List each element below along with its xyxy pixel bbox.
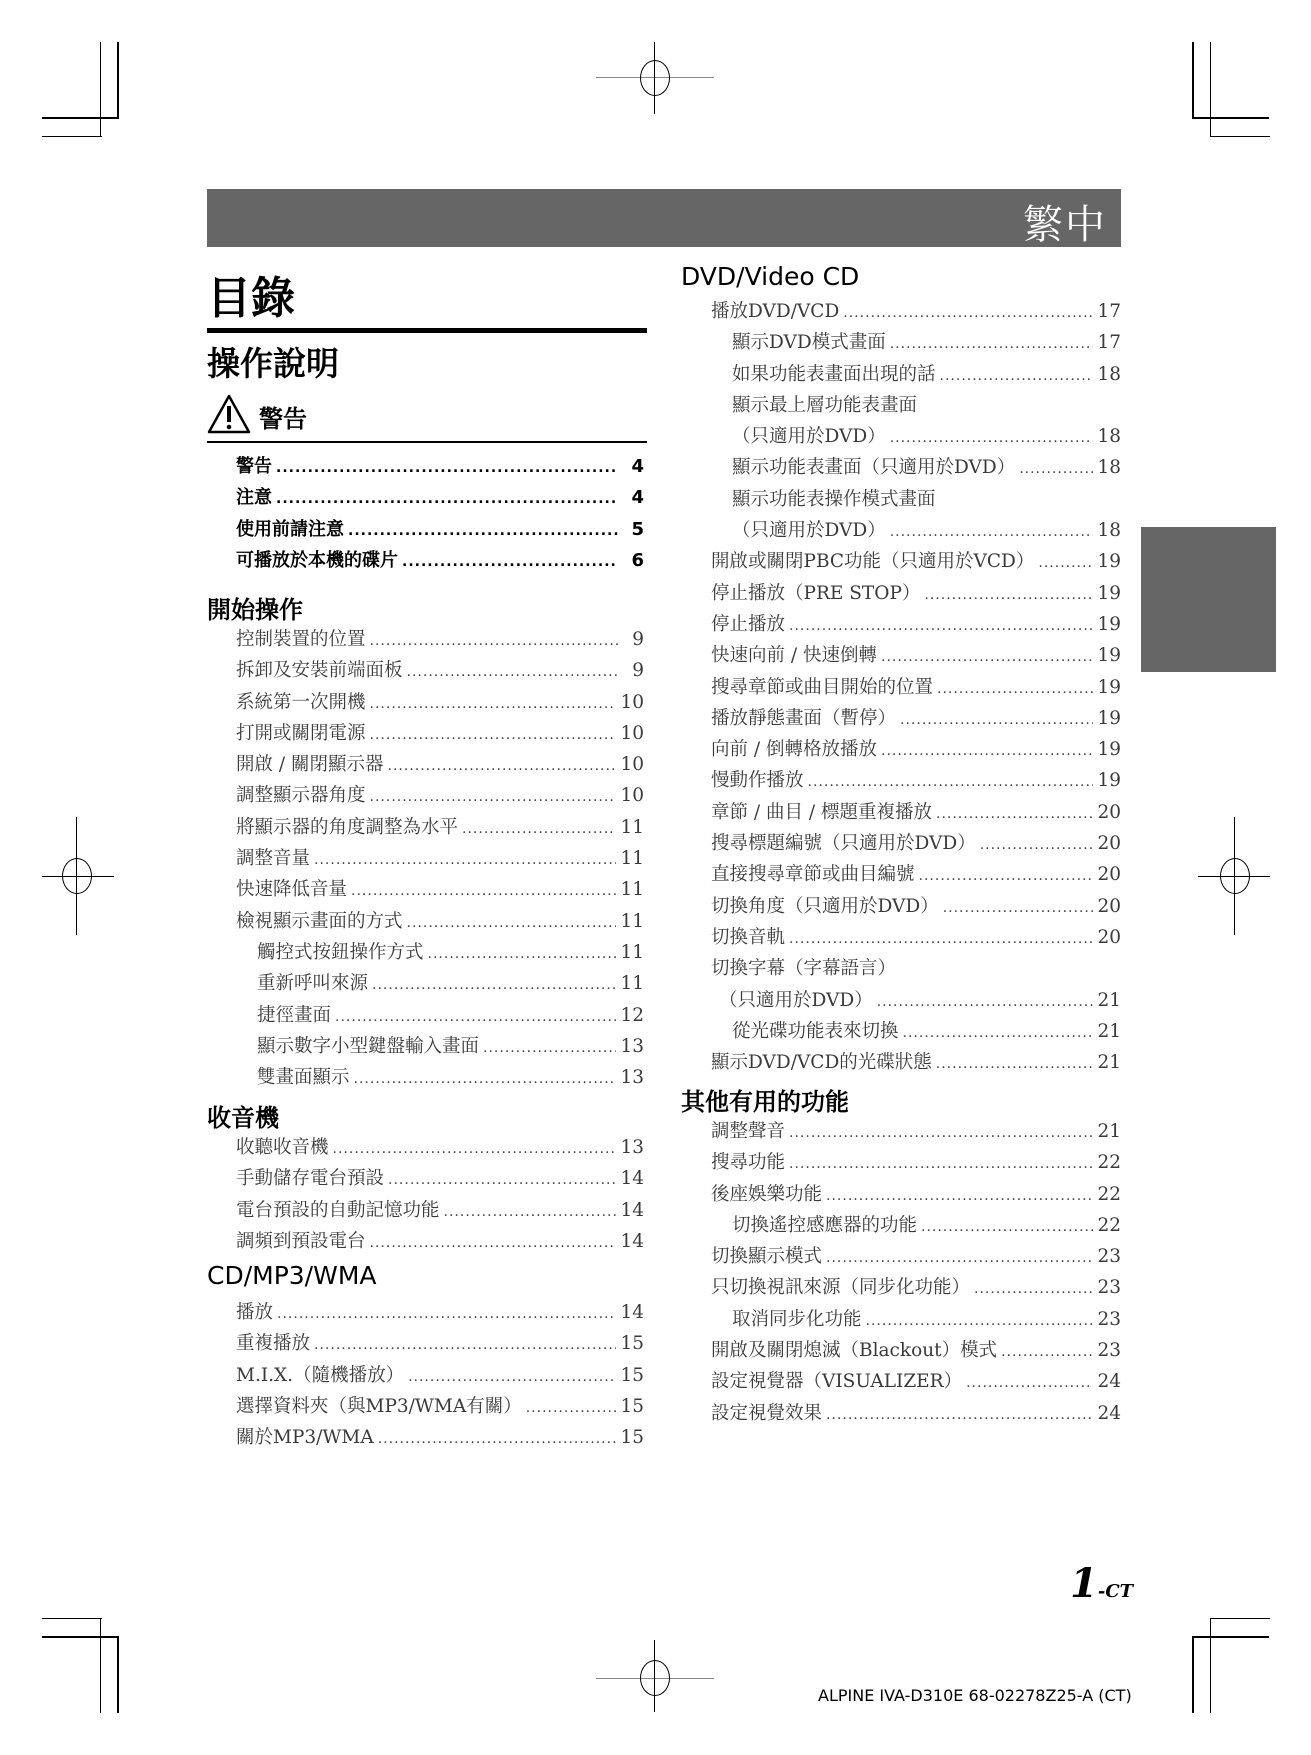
dot-leader <box>826 1250 1093 1266</box>
toc-entry-page: 24 <box>1097 1402 1121 1424</box>
toc-entry-title: 重新呼叫來源 <box>257 973 369 995</box>
dot-leader <box>428 946 617 962</box>
toc-entry-title: 停止播放（PRE STOP） <box>711 582 921 604</box>
toc-entry-page: 22 <box>1097 1183 1121 1205</box>
toc-entry[interactable] <box>236 719 644 750</box>
toc-entry-title: 可播放於本機的碟片 <box>236 549 398 571</box>
toc-entry-title: 調整顯示器角度 <box>236 785 366 807</box>
dot-leader <box>408 1369 616 1385</box>
toc-entry-page: 20 <box>1097 864 1121 886</box>
section-entries <box>711 1117 1121 1430</box>
toc-entry-page: 14 <box>620 1230 644 1252</box>
toc-entry[interactable] <box>711 704 1121 735</box>
toc-entry-page: 14 <box>620 1302 644 1323</box>
toc-entry[interactable] <box>236 546 644 577</box>
toc-entry[interactable] <box>711 391 1121 422</box>
dot-leader <box>333 1141 617 1157</box>
toc-entry-title: 開啟及關閉熄滅（Blackout）模式 <box>711 1340 998 1362</box>
toc-entry[interactable] <box>236 1329 644 1360</box>
toc-entry-title: 調整音量 <box>236 848 311 870</box>
toc-entry[interactable] <box>236 1164 644 1195</box>
section-heading: 收音機 <box>207 1104 279 1132</box>
toc-entry-title: 從光碟功能表來切換 <box>732 1020 899 1042</box>
language-label: 繁中 <box>1023 202 1107 248</box>
toc-entry[interactable] <box>711 1048 1121 1079</box>
toc-entry-title: 設定視覺效果 <box>711 1402 823 1424</box>
dot-leader <box>370 727 617 743</box>
toc-entry-page: 21 <box>1097 1052 1121 1074</box>
toc-entry-page: 17 <box>1097 301 1121 322</box>
toc-entry-page: 23 <box>1097 1308 1121 1330</box>
toc-entry-page: 18 <box>1097 457 1121 479</box>
dot-leader <box>314 852 616 868</box>
toc-entry-page: 22 <box>1097 1214 1121 1236</box>
toc-entry-page: 23 <box>1097 1246 1121 1268</box>
toc-entry[interactable] <box>236 656 644 687</box>
toc-entry-page: 15 <box>620 1395 644 1417</box>
toc-entry[interactable] <box>711 1367 1121 1398</box>
toc-entry-page: 11 <box>620 941 644 963</box>
toc-entry[interactable] <box>711 735 1121 766</box>
toc-entry-title: （只適用於DVD） <box>732 520 886 542</box>
toc-entry[interactable] <box>711 1273 1121 1304</box>
toc-entry-title: 切換字幕（字幕語言） <box>711 958 897 980</box>
toc-entry[interactable] <box>711 1305 1121 1336</box>
dot-leader <box>388 1172 616 1188</box>
toc-entry-page: 18 <box>1097 363 1121 385</box>
toc-entry[interactable] <box>711 1336 1121 1367</box>
section-side-tab <box>1141 527 1276 672</box>
page-title: 目錄 <box>207 273 295 324</box>
toc-entry-page: 23 <box>1097 1340 1121 1362</box>
dot-leader <box>881 649 1093 665</box>
toc-entry[interactable] <box>711 923 1121 954</box>
toc-entry-title: 取消同步化功能 <box>732 1308 862 1330</box>
toc-entry[interactable] <box>236 515 644 546</box>
toc-entry[interactable] <box>711 547 1121 578</box>
toc-entry-page: 19 <box>1097 676 1121 698</box>
section-entries <box>236 625 644 1094</box>
dot-leader <box>407 915 617 931</box>
toc-entry-title: 開啟 / 關閉顯示器 <box>236 754 384 776</box>
toc-entry-page: 13 <box>620 1067 644 1089</box>
toc-entry[interactable] <box>236 1196 644 1227</box>
toc-entry[interactable] <box>711 954 1121 985</box>
toc-entry-page: 10 <box>620 785 644 807</box>
toc-entry[interactable] <box>236 452 644 483</box>
toc-entry[interactable] <box>236 750 644 781</box>
title-divider <box>207 328 647 333</box>
dot-leader <box>276 491 618 507</box>
dot-leader <box>903 1025 1094 1041</box>
toc-entry[interactable] <box>711 986 1121 1017</box>
toc-entry-title: 電台預設的自動記憶功能 <box>236 1199 440 1221</box>
toc-entry-page: 13 <box>620 1035 644 1057</box>
toc-entry-title: 使用前請注意 <box>236 518 344 540</box>
toc-entry-page: 4 <box>631 487 644 509</box>
toc-entry-page: 20 <box>1097 926 1121 948</box>
page-number-suffix: -CT <box>1097 1581 1134 1602</box>
toc-entry-page: 21 <box>1097 989 1121 1011</box>
dot-leader <box>808 774 1094 790</box>
toc-entry[interactable] <box>711 360 1121 391</box>
toc-entry[interactable] <box>711 579 1121 610</box>
dot-leader <box>335 1009 616 1025</box>
toc-entry-page: 15 <box>620 1427 644 1449</box>
toc-entry[interactable] <box>711 641 1121 672</box>
section-heading: 開始操作 <box>207 596 303 624</box>
toc-entry[interactable] <box>711 516 1121 547</box>
dot-leader <box>921 1219 1093 1235</box>
dot-leader <box>826 1407 1093 1423</box>
section-entries <box>236 1298 644 1454</box>
toc-entry[interactable] <box>236 1392 644 1423</box>
toc-entry-title: 調整聲音 <box>711 1121 786 1142</box>
dot-leader <box>314 1337 616 1353</box>
toc-entry-title: 切換音軌 <box>711 926 786 948</box>
dot-leader <box>1019 461 1093 477</box>
dot-leader <box>924 587 1093 603</box>
toc-entry-page: 19 <box>1097 551 1121 573</box>
dot-leader <box>348 523 618 539</box>
toc-entry-title: 開啟或關閉PBC功能（只適用於VCD） <box>711 551 1035 573</box>
toc-entry[interactable] <box>711 1117 1121 1148</box>
toc-entry-title: 顯示功能表畫面（只適用於DVD） <box>732 457 1016 479</box>
toc-entry-page: 10 <box>620 722 644 744</box>
toc-entry-title: 播放DVD/VCD <box>711 301 840 322</box>
toc-entry-title: 檢視顯示畫面的方式 <box>236 910 403 932</box>
warning-divider <box>207 441 647 443</box>
toc-entry[interactable] <box>236 1063 644 1094</box>
toc-entry[interactable] <box>711 422 1121 453</box>
toc-entry[interactable] <box>711 798 1121 829</box>
dot-leader <box>826 1188 1093 1204</box>
toc-entry[interactable] <box>236 1032 644 1063</box>
toc-entry-page: 20 <box>1097 801 1121 823</box>
toc-entry-title: M.I.X.（隨機播放） <box>236 1364 405 1386</box>
toc-entry-title: 將顯示器的角度調整為水平 <box>236 816 459 838</box>
toc-entry-title: 搜尋章節或曲目開始的位置 <box>711 676 934 698</box>
dot-leader <box>919 868 1094 884</box>
toc-entry-title: 顯示數字小型鍵盤輸入畫面 <box>257 1035 480 1057</box>
toc-entry-title: 慢動作播放 <box>711 770 804 792</box>
toc-entry-title: 警告 <box>236 456 272 477</box>
toc-entry-page: 20 <box>1097 895 1121 917</box>
toc-entry[interactable] <box>236 844 644 875</box>
dot-leader <box>354 1071 617 1087</box>
language-header-band <box>207 189 1121 247</box>
toc-entry-page: 24 <box>1097 1371 1121 1393</box>
toc-entry-title: 向前 / 倒轉格放播放 <box>711 739 877 761</box>
dot-leader <box>789 1125 1093 1141</box>
dot-leader <box>407 664 618 680</box>
toc-entry-page: 11 <box>620 973 644 995</box>
toc-entry-title: 顯示DVD/VCD的光碟狀態 <box>711 1052 932 1074</box>
toc-entry-title: 搜尋標題編號（只適用於DVD） <box>711 833 976 855</box>
toc-entry[interactable] <box>711 829 1121 860</box>
toc-entry-title: 快速降低音量 <box>236 879 348 901</box>
toc-entry-page: 11 <box>620 848 644 870</box>
toc-entry[interactable] <box>236 781 644 812</box>
warning-triangle-icon <box>207 394 251 438</box>
toc-entry[interactable] <box>236 688 644 719</box>
toc-entry-page: 17 <box>1097 332 1121 354</box>
dot-leader <box>900 712 1093 728</box>
toc-entry-page: 15 <box>620 1364 644 1386</box>
toc-entry-page: 21 <box>1097 1020 1121 1042</box>
toc-entry[interactable] <box>711 485 1121 516</box>
dot-leader <box>370 633 618 649</box>
toc-entry-page: 19 <box>1097 739 1121 761</box>
toc-entry[interactable] <box>711 297 1121 328</box>
dot-leader <box>789 931 1093 947</box>
warning-heading-label: 警告 <box>259 404 307 433</box>
toc-entry-title: 後座娛樂功能 <box>711 1183 823 1205</box>
toc-entry-title: 停止播放 <box>711 613 786 635</box>
toc-entry-title: 觸控式按鈕操作方式 <box>257 941 424 963</box>
dot-leader <box>881 743 1093 759</box>
dot-leader <box>351 883 616 899</box>
dot-leader <box>936 806 1093 822</box>
dot-leader <box>402 554 618 570</box>
toc-entry[interactable] <box>711 328 1121 359</box>
dot-leader <box>526 1400 617 1416</box>
dot-leader <box>843 305 1093 321</box>
toc-entry-title: 系統第一次開機 <box>236 691 366 713</box>
dot-leader <box>877 994 1094 1010</box>
toc-entry-title: 如果功能表畫面出現的話 <box>732 363 936 385</box>
toc-entry-page: 11 <box>620 910 644 932</box>
toc-entry-title: 顯示最上層功能表畫面 <box>732 394 918 416</box>
toc-entry[interactable] <box>236 1001 644 1032</box>
toc-entry[interactable] <box>236 1133 644 1164</box>
toc-entry-page: 19 <box>1097 707 1121 729</box>
toc-entry-page: 23 <box>1097 1277 1121 1299</box>
dot-leader <box>890 430 1094 446</box>
toc-entry-title: 收聽收音機 <box>236 1137 329 1158</box>
toc-entry-title: 章節 / 曲目 / 標題重複播放 <box>711 801 932 823</box>
toc-entry-page: 11 <box>620 816 644 838</box>
toc-entry-title: 捷徑畫面 <box>257 1004 332 1026</box>
toc-entry[interactable] <box>711 453 1121 484</box>
dot-leader <box>444 1204 617 1220</box>
dot-leader <box>937 681 1093 697</box>
toc-entry-title: 選擇資料夾（與MP3/WMA有關） <box>236 1395 522 1417</box>
toc-entry-page: 14 <box>620 1199 644 1221</box>
toc-entry-page: 19 <box>1097 613 1121 635</box>
dot-leader <box>378 1431 617 1447</box>
dot-leader <box>372 977 616 993</box>
toc-entry-title: 切換顯示模式 <box>711 1246 823 1268</box>
toc-entry[interactable] <box>711 1180 1121 1211</box>
dot-leader <box>940 368 1094 384</box>
toc-entry-page: 15 <box>620 1333 644 1355</box>
dot-leader <box>370 789 617 805</box>
toc-entry[interactable] <box>236 813 644 844</box>
dot-leader <box>370 1235 617 1251</box>
toc-entry-page: 9 <box>632 629 644 650</box>
page-number <box>1070 1560 1133 1607</box>
dot-leader <box>789 1156 1093 1172</box>
toc-entry[interactable] <box>711 766 1121 797</box>
dot-leader <box>370 696 617 712</box>
dot-leader <box>890 336 1094 352</box>
dot-leader <box>1001 1344 1093 1360</box>
dot-leader <box>276 460 618 476</box>
toc-entry-title: 打開或關閉電源 <box>236 722 366 744</box>
dot-leader <box>980 837 1094 853</box>
toc-entry[interactable] <box>711 892 1121 923</box>
toc-entry[interactable] <box>236 969 644 1000</box>
toc-entry[interactable] <box>236 938 644 969</box>
dot-leader <box>966 1375 1093 1391</box>
toc-entry[interactable] <box>236 625 644 656</box>
toc-entry[interactable] <box>711 1399 1121 1430</box>
dot-leader <box>388 758 617 774</box>
toc-entry-title: 顯示DVD模式畫面 <box>732 332 886 354</box>
section-entries <box>711 297 1121 1079</box>
toc-entry-page: 18 <box>1097 426 1121 448</box>
toc-entry[interactable] <box>236 1361 644 1392</box>
toc-entry-title: 直接搜尋章節或曲目編號 <box>711 864 915 886</box>
toc-entry-page: 20 <box>1097 833 1121 855</box>
toc-entry-title: 手動儲存電台預設 <box>236 1168 385 1190</box>
warning-heading <box>207 392 307 440</box>
toc-entry-page: 5 <box>631 518 644 540</box>
toc-entry-page: 10 <box>620 691 644 713</box>
dot-leader <box>974 1281 1093 1297</box>
toc-entry-page: 21 <box>1097 1121 1121 1142</box>
toc-entry[interactable] <box>236 1423 644 1454</box>
toc-entry-page: 19 <box>1097 645 1121 667</box>
toc-entry-title: 注意 <box>236 487 272 509</box>
toc-entry-title: 控制裝置的位置 <box>236 629 366 650</box>
toc-entry-title: 關於MP3/WMA <box>236 1427 374 1449</box>
dot-leader <box>943 900 1094 916</box>
toc-entry-page: 11 <box>620 879 644 901</box>
toc-entry-title: （只適用於DVD） <box>719 989 873 1011</box>
toc-entry-page: 9 <box>632 660 644 682</box>
section-heading: CD/MP3/WMA <box>207 1261 377 1290</box>
toc-entry-title: 調頻到預設電台 <box>236 1230 366 1252</box>
toc-entry-title: 快速向前 / 快速倒轉 <box>711 645 877 667</box>
toc-entry-title: 拆卸及安裝前端面板 <box>236 660 403 682</box>
toc-entry[interactable] <box>236 1227 644 1258</box>
toc-entry[interactable] <box>711 860 1121 891</box>
toc-entry-title: 搜尋功能 <box>711 1152 786 1174</box>
toc-entry-page: 19 <box>1097 582 1121 604</box>
dot-leader <box>890 524 1094 540</box>
dot-leader <box>1038 555 1093 571</box>
toc-entry-page: 6 <box>631 549 644 571</box>
warning-toc <box>236 452 644 577</box>
toc-entry-page: 19 <box>1097 770 1121 792</box>
toc-entry[interactable] <box>236 483 644 514</box>
toc-entry-title: 播放 <box>236 1302 274 1323</box>
dot-leader <box>866 1313 1094 1329</box>
toc-entry[interactable] <box>236 907 644 938</box>
toc-entry-page: 13 <box>620 1137 644 1158</box>
dot-leader <box>483 1040 616 1056</box>
toc-entry-page: 4 <box>631 456 644 477</box>
toc-entry-title: 只切換視訊來源（同步化功能） <box>711 1277 971 1299</box>
toc-entry-title: 切換遙控感應器的功能 <box>732 1214 918 1236</box>
toc-entry-title: 重複播放 <box>236 1333 311 1355</box>
toc-entry[interactable] <box>711 673 1121 704</box>
toc-entry-title: 播放靜態畫面（暫停） <box>711 707 897 729</box>
dot-leader <box>936 1056 1094 1072</box>
section-heading: DVD/Video CD <box>681 262 860 291</box>
operation-title: 操作說明 <box>207 344 339 383</box>
document-code: ALPINE IVA-D310E 68-02278Z25-A (CT) <box>818 1686 1132 1705</box>
toc-entry[interactable] <box>711 1148 1121 1179</box>
toc-entry-page: 12 <box>620 1004 644 1026</box>
toc-entry-title: 切換角度（只適用於DVD） <box>711 895 939 917</box>
dot-leader <box>789 618 1093 634</box>
toc-entry[interactable] <box>711 1211 1121 1242</box>
toc-entry[interactable] <box>236 1298 644 1329</box>
section-heading: 其他有用的功能 <box>681 1088 849 1116</box>
page-number-value: 1 <box>1070 1560 1098 1607</box>
toc-entry-title: 顯示功能表操作模式畫面 <box>732 488 936 510</box>
toc-entry-page: 14 <box>620 1168 644 1190</box>
toc-entry-title: （只適用於DVD） <box>732 426 886 448</box>
toc-entry-title: 設定視覺器（VISUALIZER） <box>711 1371 963 1393</box>
toc-entry[interactable] <box>711 1242 1121 1273</box>
toc-entry-page: 18 <box>1097 520 1121 542</box>
toc-entry[interactable] <box>711 610 1121 641</box>
dot-leader <box>277 1306 616 1322</box>
toc-entry-title: 雙畫面顯示 <box>257 1067 350 1089</box>
dot-leader <box>462 821 616 837</box>
toc-entry-page: 22 <box>1097 1152 1121 1174</box>
section-entries <box>236 1133 644 1258</box>
toc-entry[interactable] <box>711 1017 1121 1048</box>
toc-entry-page: 10 <box>620 754 644 776</box>
toc-entry[interactable] <box>236 875 644 906</box>
